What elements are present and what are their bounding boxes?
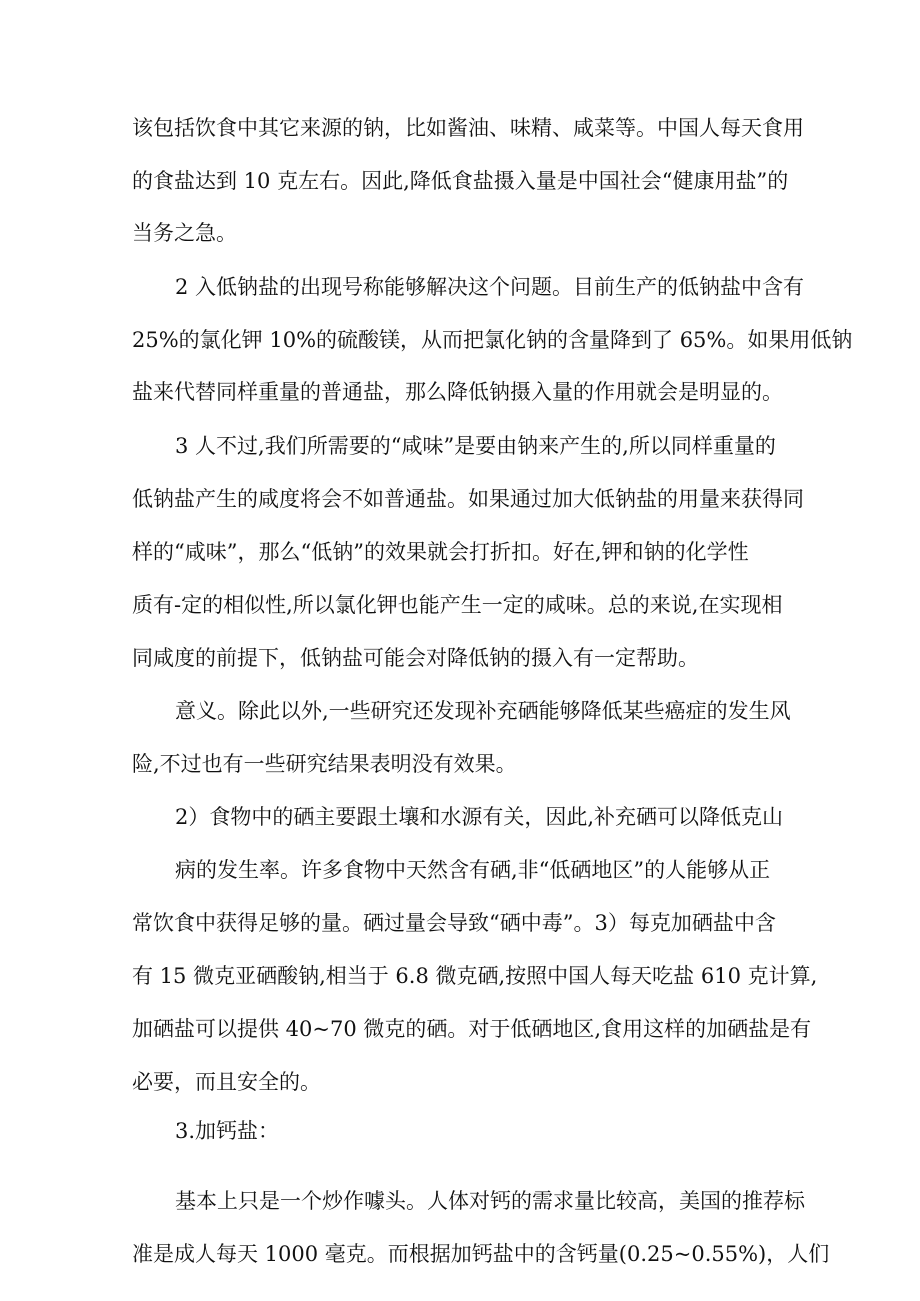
text-line: 必要，而且安全的。: [132, 1070, 321, 1094]
text-line: 当务之急。: [132, 221, 237, 245]
text-line: 3 人不过,我们所需要的“咸味”是要由钠来产生的,所以同样重量的: [175, 434, 776, 458]
text-line: 病的发生率。许多食物中天然含有硒,非“低硒地区”的人能够从正: [175, 858, 771, 882]
text-line: 准是成人每天 1000 毫克。而根据加钙盐中的含钙量(0.25~0.55%)，人们: [132, 1242, 830, 1266]
text-line: 该包括饮食中其它来源的钠，比如酱油、味精、咸菜等。中国人每天食用: [132, 116, 804, 140]
text-line: 有 15 微克亚硒酸钠,相当于 6.8 微克硒,按照中国人每天吃盐 610 克计算,: [132, 964, 818, 988]
text-line: 同咸度的前提下，低钠盐可能会对降低钠的摄入有一定帮助。: [132, 646, 699, 670]
text-line: 盐来代替同样重量的普通盐，那么降低钠摄入量的作用就会是明显的。: [132, 380, 783, 404]
text-line: 25%的氯化钾 10%的硫酸镁，从而把氯化钠的含量降到了 65%。如果用低钠: [132, 328, 853, 352]
text-line: 质有-定的相似性,所以氯化钾也能产生一定的咸味。总的来说,在实现相: [132, 593, 783, 617]
text-line: 常饮食中获得足够的量。硒过量会导致“硒中毒”。3）每克加硒盐中含: [132, 911, 776, 935]
text-line: 基本上只是一个炒作噱头。人体对钙的需求量比较高，美国的推荐标: [175, 1189, 805, 1213]
section-heading: 3.加钙盐：: [175, 1119, 280, 1143]
text-line: 意义。除此以外,一些研究还发现补充硒能够降低某些癌症的发生风: [175, 699, 791, 723]
text-line: 2）食物中的硒主要跟土壤和水源有关，因此,补充硒可以降低克山: [175, 805, 784, 829]
text-line: 低钠盐产生的咸度将会不如普通盐。如果通过加大低钠盐的用量来获得同: [132, 487, 804, 511]
text-line: 2 入低钠盐的出现号称能够解决这个问题。目前生产的低钠盐中含有: [175, 275, 805, 299]
text-line: 样的“咸味”，那么“低钠”的效果就会打折扣。好在,钾和钠的化学性: [132, 540, 749, 564]
text-line: 的食盐达到 10 克左右。因此,降低食盐摄入量是中国社会“健康用盐”的: [132, 169, 789, 193]
text-line: 险,不过也有一些研究结果表明没有效果。: [132, 752, 517, 776]
text-line: 加硒盐可以提供 40~70 微克的硒。对于低硒地区,食用这样的加硒盐是有: [132, 1017, 812, 1041]
